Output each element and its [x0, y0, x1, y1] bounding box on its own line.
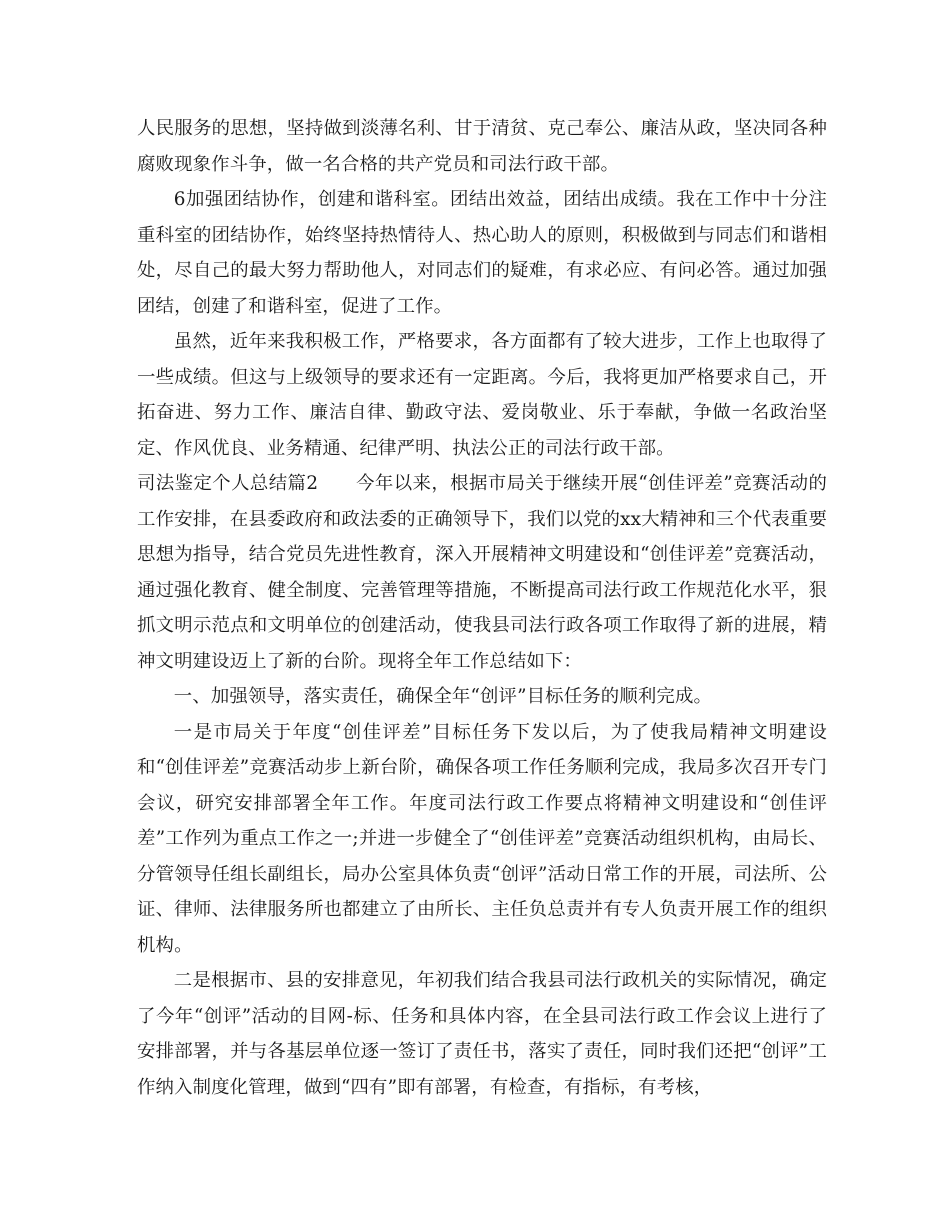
paragraph-2: 6加强团结协作，创建和谐科室。团结出效益，团结出成绩。我在工作中十分注重科室的团结协作，始终坚持热情待人、热心助人的原则，积极做到与同志们和谐相处，尽自己的最大努力帮助他人，对同志们的疑难，有求必应、有问必答。通过加强团结，创建了和谐科室，促进了工作。 — [137, 189, 827, 317]
document-body — [137, 111, 827, 1105]
paragraph-7: 二是根据市、县的安排意见，年初我们结合我县司法行政机关的实际情况，确定了今年“创评”活动的目网-标、任务和具体内容，在全县司法行政工作会议上进行了安排部署，并与各基层单位逐一签订了责任书，落实了责任，同时我们还把“创评”工作纳入制度化管理，做到“四有”即有部署，有检查，有指标，有考核， — [137, 970, 827, 1098]
paragraph-3: 虽然，近年来我积极工作，严格要求，各方面都有了较大进步，工作上也取得了一些成绩。但这与上级领导的要求还有一定距离。今后，我将更加严格要求自己，开拓奋进、努力工作、廉洁自律、勤政守法、爱岗敬业、乐于奉献，争做一名政治坚定、作风优良、业务精通、纪律严明、执法公正的司法行政干部。 — [137, 331, 827, 459]
paragraph-6: 一是市局关于年度“创佳评差”目标任务下发以后，为了使我局精神文明建设和“创佳评差”竞赛活动步上新台阶，确保各项工作任务顺利完成，我局多次召开专门会议，研究安排部署全年工作。年度司法行政工作要点将精神文明建设和“创佳评差”工作列为重点工作之一;并进一步健全了“创佳评差”竞赛活动组织机构，由局长、分管领导任组长副组长，局办公室具体负责“创评”活动日常工作的开展，司法所、公证、律师、法律服务所也都建立了由所长、主任负总责并有专人负责开展工作的组织机构。 — [137, 721, 827, 956]
paragraph-5: 一、加强领导，落实责任，确保全年“创评”目标任务的顺利完成。 — [173, 686, 713, 707]
paragraph-4-section-heading: 司法鉴定个人总结篇2 今年以来，根据市局关于继续开展“创佳评差”竞赛活动的工作安排，在县委政府和政法委的正确领导下，我们以党的xx大精神和三个代表重要思想为指导，结合党员先进性教育，深入开展精神文明建设和“创佳评差”竞赛活动，通过强化教育、健全制度、完善管理等措施，不断提高司法行政工作规范化水平，狠抓文明示范点和文明单位的创建活动，使我县司法行政各项工作取得了新的进展，精神文明建设迈上了新的台阶。现将全年工作总结如下： — [137, 473, 827, 672]
paragraph-1: 人民服务的思想，坚持做到淡薄名利、甘于清贫、克己奉公、廉洁从政，坚决同各种腐败现象作斗争，做一名合格的共产党员和司法行政干部。 — [137, 118, 827, 175]
